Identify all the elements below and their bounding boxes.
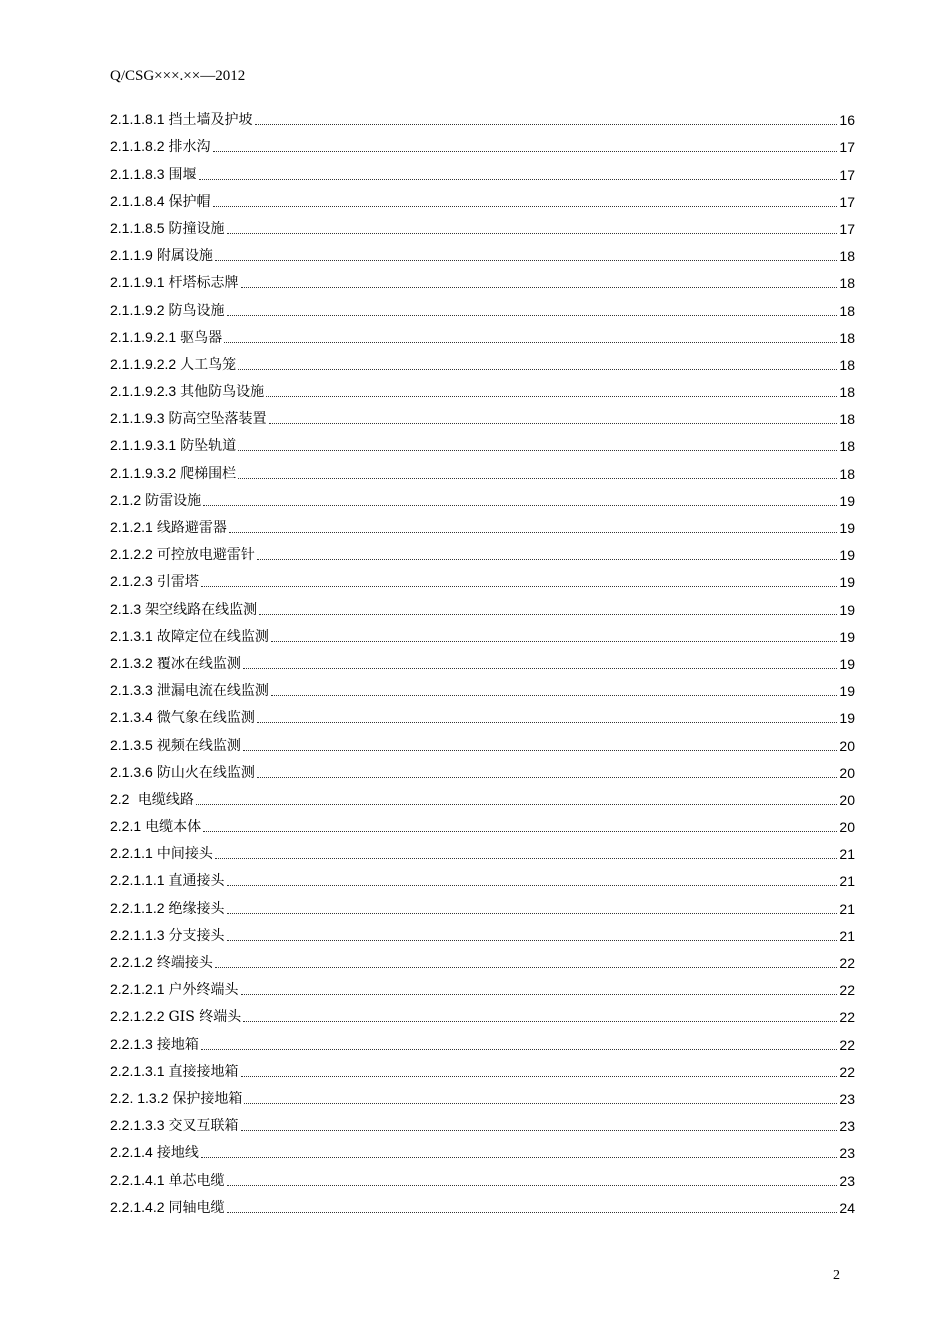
toc-entry-number: 2.1.1.9.3.2 <box>110 464 177 481</box>
toc-entry-page: 19 <box>839 710 855 727</box>
toc-dot-leader <box>201 1157 838 1158</box>
toc-entry-number: 2.2.1.4.1 <box>110 1171 165 1188</box>
toc-dot-leader <box>255 124 838 125</box>
toc-entry-title: 引雷塔 <box>156 574 199 591</box>
toc-entry[interactable] <box>110 755 855 782</box>
toc-entry-page: 23 <box>839 1145 855 1162</box>
toc-dot-leader <box>271 641 838 642</box>
toc-entry-number: 2.1.2.1 <box>110 519 153 535</box>
toc-dot-leader <box>257 722 838 723</box>
toc-entry-page: 23 <box>839 1090 855 1107</box>
toc-dot-leader <box>199 179 838 180</box>
toc-entry[interactable] <box>110 428 855 455</box>
toc-entry-label <box>110 219 225 238</box>
toc-entry[interactable] <box>110 292 855 319</box>
toc-entry[interactable] <box>110 1026 855 1053</box>
toc-entry[interactable] <box>110 211 855 238</box>
toc-entry[interactable] <box>110 156 855 183</box>
toc-entry-page: 18 <box>839 465 855 482</box>
toc-dot-leader <box>257 777 838 778</box>
toc-entry-number: 2.1.1.9.3.1 <box>110 437 177 454</box>
toc-entry[interactable] <box>110 184 855 211</box>
toc-entry[interactable] <box>110 619 855 646</box>
toc-entry-title: 电缆线路 <box>133 791 194 808</box>
toc-dot-leader <box>241 287 838 288</box>
toc-entry-page: 16 <box>839 112 855 129</box>
toc-entry-page: 20 <box>839 737 855 754</box>
toc-entry-page: 18 <box>839 275 855 292</box>
toc-entry[interactable] <box>110 401 855 428</box>
toc-entry-title: 微气象在线监测 <box>156 710 255 727</box>
toc-entry-page: 21 <box>839 900 855 917</box>
toc-entry-title: 防撞设施 <box>168 220 225 237</box>
toc-entry[interactable] <box>110 999 855 1026</box>
toc-entry-label <box>110 926 225 945</box>
toc-entry-title: 防坠轨道 <box>180 438 237 455</box>
toc-dot-leader <box>229 532 838 533</box>
toc-dot-leader <box>227 885 838 886</box>
toc-entry[interactable] <box>110 347 855 374</box>
toc-dot-leader <box>224 342 837 343</box>
toc-dot-leader <box>271 695 838 696</box>
toc-dot-leader <box>243 668 838 669</box>
toc-entry-number: 2.2.1.3.3 <box>110 1117 165 1134</box>
toc-entry-page: 18 <box>839 356 855 373</box>
toc-dot-leader <box>266 396 837 397</box>
toc-entry-label <box>110 382 264 401</box>
toc-entry-page: 22 <box>839 955 855 971</box>
toc-entry-number: 2.1.2 <box>110 491 142 508</box>
toc-dot-leader <box>196 804 838 805</box>
toc-entry-label <box>110 301 225 320</box>
toc-entry-page: 19 <box>839 601 855 618</box>
toc-entry[interactable] <box>110 510 855 537</box>
toc-entry-number: 2.2.1.3 <box>110 1035 153 1052</box>
toc-entry-page: 20 <box>839 819 855 836</box>
toc-entry[interactable] <box>110 890 855 917</box>
toc-dot-leader <box>201 1049 838 1050</box>
toc-entry-number: 2.1.2.2 <box>110 546 153 563</box>
toc-entry-label <box>110 1171 225 1190</box>
toc-entry-page: 20 <box>839 764 855 781</box>
toc-entry-page: 19 <box>839 574 855 591</box>
toc-entry[interactable] <box>110 1135 855 1162</box>
toc-entry-number: 2.2.1.2.1 <box>110 981 165 998</box>
toc-entry-page: 21 <box>839 873 855 890</box>
toc-entry-title: 接地线 <box>156 1145 199 1162</box>
toc-entry-page: 24 <box>839 1199 855 1216</box>
toc-entry-label <box>110 436 236 455</box>
toc-entry[interactable] <box>110 537 855 564</box>
toc-entry-label <box>110 736 241 755</box>
toc-entry-number: 2.2.1.4 <box>110 1144 153 1161</box>
toc-entry-title: 故障定位在线监测 <box>156 628 269 645</box>
toc-entry-title: GIS 终端头 <box>168 1009 242 1026</box>
toc-dot-leader <box>227 913 838 914</box>
toc-dot-leader <box>238 369 837 370</box>
toc-entry-page: 22 <box>839 982 855 999</box>
toc-dot-leader <box>203 505 837 506</box>
toc-entry[interactable] <box>110 809 855 836</box>
toc-entry-label <box>110 980 239 999</box>
toc-entry-number: 2.1.1.9.1 <box>110 274 165 291</box>
toc-entry-title: 防鸟设施 <box>168 302 225 319</box>
toc-dot-leader <box>201 586 838 587</box>
toc-entry-number: 2.2.1 <box>110 818 142 835</box>
toc-entry-number: 2.2.1.1.3 <box>110 926 165 943</box>
toc-entry[interactable] <box>110 129 855 156</box>
toc-entry[interactable] <box>110 564 855 591</box>
toc-entry-label <box>110 137 211 156</box>
toc-entry-number: 2.1.1.9.2.2 <box>110 355 177 372</box>
toc-entry-number: 2.2 <box>110 790 130 807</box>
toc-dot-leader <box>241 1076 838 1077</box>
page-header-code: Q/CSG×××.××—2012 <box>110 68 246 84</box>
toc-entry-number: 2.2. 1.3.2 <box>110 1089 169 1106</box>
toc-entry-page: 19 <box>839 683 855 700</box>
toc-entry-title: 爬梯围栏 <box>180 465 237 482</box>
toc-entry-number: 2.1.1.9.3 <box>110 410 165 427</box>
toc-entry-number: 2.1.1.9.2.1 <box>110 328 177 345</box>
toc-entry-title: 围堰 <box>168 166 197 183</box>
toc-entry[interactable] <box>110 238 855 265</box>
toc-entry-label <box>110 817 201 836</box>
toc-entry[interactable] <box>110 646 855 673</box>
toc-entry-page: 17 <box>839 193 855 210</box>
toc-entry-title: 人工鸟笼 <box>180 356 237 373</box>
toc-entry-page: 19 <box>839 628 855 645</box>
toc-entry[interactable] <box>110 265 855 292</box>
toc-entry-page: 22 <box>839 1036 855 1053</box>
toc-entry-number: 2.1.1.8.4 <box>110 192 165 209</box>
toc-entry-label <box>110 871 225 890</box>
toc-entry-title: 终端接头 <box>156 955 213 971</box>
toc-entry[interactable] <box>110 1190 855 1217</box>
toc-entry-page: 22 <box>839 1063 855 1080</box>
toc-entry-page: 17 <box>839 139 855 156</box>
toc-entry-label <box>110 1116 239 1135</box>
toc-entry-label <box>110 165 197 184</box>
toc-entry-title: 电缆本体 <box>145 819 202 836</box>
toc-entry[interactable] <box>110 1081 855 1108</box>
toc-entry-page: 17 <box>839 166 855 183</box>
toc-entry-title: 保护接地箱 <box>172 1090 243 1107</box>
toc-entry-title: 覆冰在线监测 <box>156 655 241 672</box>
toc-entry-label <box>110 273 239 292</box>
toc-entry[interactable] <box>110 320 855 347</box>
toc-entry-label <box>110 790 194 809</box>
toc-entry-number: 2.1.3.6 <box>110 763 153 780</box>
table-of-contents <box>110 102 855 1217</box>
toc-entry-number: 2.1.1.9.2 <box>110 301 165 318</box>
toc-entry-number: 2.2.1.1 <box>110 845 153 862</box>
toc-entry-label <box>110 1089 242 1108</box>
toc-entry-label <box>110 328 222 347</box>
toc-entry-label <box>110 1143 199 1162</box>
toc-entry-title: 驱鸟器 <box>180 329 223 346</box>
toc-entry-label <box>110 192 211 211</box>
toc-dot-leader <box>215 858 838 859</box>
toc-entry-label <box>110 1198 225 1217</box>
toc-entry-number: 2.2.1.4.2 <box>110 1198 165 1215</box>
toc-entry[interactable] <box>110 102 855 129</box>
toc-entry-page: 19 <box>839 547 855 564</box>
toc-dot-leader <box>243 750 838 751</box>
toc-entry-number: 2.1.1.8.3 <box>110 165 165 182</box>
toc-dot-leader <box>227 1185 838 1186</box>
toc-entry-number: 2.1.1.9.2.3 <box>110 383 177 400</box>
toc-dot-leader <box>227 940 838 941</box>
toc-entry[interactable] <box>110 782 855 809</box>
toc-entry-number: 2.2.1.1.1 <box>110 872 165 889</box>
toc-dot-leader <box>213 151 838 152</box>
toc-entry-title: 可控放电避雷针 <box>156 547 255 564</box>
toc-entry-number: 2.1.3 <box>110 600 142 617</box>
toc-entry-page: 21 <box>839 927 855 944</box>
toc-entry-label <box>110 844 213 863</box>
toc-entry[interactable] <box>110 374 855 401</box>
toc-entry[interactable] <box>110 483 855 510</box>
toc-entry-label <box>110 763 255 782</box>
toc-entry-label <box>110 600 257 619</box>
toc-entry-title: 泄漏电流在线监测 <box>156 683 269 700</box>
toc-entry[interactable] <box>110 591 855 618</box>
toc-entry-number: 2.1.3.5 <box>110 736 153 753</box>
toc-entry[interactable] <box>110 455 855 482</box>
toc-entry-number: 2.1.3.3 <box>110 682 153 699</box>
toc-entry-number: 2.2.1.3.1 <box>110 1062 165 1079</box>
page-number: 2 <box>833 1268 840 1283</box>
toc-entry-page: 18 <box>839 329 855 346</box>
toc-entry-title: 防高空坠落装置 <box>168 411 267 428</box>
toc-entry-title: 其他防鸟设施 <box>180 384 265 401</box>
toc-entry-label <box>110 572 199 591</box>
toc-entry-label <box>110 464 236 483</box>
toc-entry-page: 17 <box>839 220 855 237</box>
toc-entry[interactable] <box>110 1108 855 1135</box>
toc-entry-number: 2.1.1.9 <box>110 247 153 264</box>
toc-entry-title: 架空线路在线监测 <box>145 601 258 618</box>
toc-entry-page: 18 <box>839 411 855 428</box>
toc-entry-label <box>110 246 213 265</box>
toc-entry-number: 2.2.1.1.2 <box>110 899 165 916</box>
toc-entry-title: 中间接头 <box>156 846 213 863</box>
toc-entry[interactable] <box>110 673 855 700</box>
toc-entry-page: 18 <box>839 248 855 265</box>
toc-entry-page: 20 <box>839 791 855 808</box>
toc-entry-number: 2.1.3.4 <box>110 709 153 726</box>
toc-entry-number: 2.1.3.2 <box>110 654 153 671</box>
toc-entry-label <box>110 708 255 727</box>
toc-entry-title: 挡土墙及护坡 <box>168 112 253 129</box>
toc-entry-page: 18 <box>839 438 855 455</box>
toc-entry-title: 直通接头 <box>168 873 225 890</box>
toc-entry[interactable] <box>110 727 855 754</box>
toc-entry-title: 同轴电缆 <box>168 1199 225 1216</box>
toc-entry[interactable] <box>110 945 855 972</box>
toc-entry-label <box>110 545 255 564</box>
toc-entry-page: 23 <box>839 1118 855 1135</box>
toc-entry-page: 23 <box>839 1172 855 1189</box>
toc-entry[interactable] <box>110 1054 855 1081</box>
toc-entry-number: 2.1.1.8.2 <box>110 138 165 155</box>
toc-entry-title: 附属设施 <box>156 248 213 265</box>
toc-entry-label <box>110 355 236 374</box>
toc-entry-label <box>110 953 213 972</box>
toc-entry-number: 2.1.1.8.1 <box>110 111 165 128</box>
toc-entry-number: 2.1.3.1 <box>110 627 153 644</box>
toc-dot-leader <box>227 1212 838 1213</box>
toc-dot-leader <box>243 1021 837 1022</box>
toc-dot-leader <box>259 614 837 615</box>
toc-dot-leader <box>213 206 838 207</box>
toc-entry-title: 户外终端头 <box>168 982 239 999</box>
toc-entry-page: 22 <box>839 1009 855 1026</box>
toc-dot-leader <box>241 1130 838 1131</box>
toc-entry-number: 2.2.1.2.2 <box>110 1008 165 1025</box>
toc-entry-page: 18 <box>839 302 855 319</box>
toc-entry-title: 保护帽 <box>168 193 211 210</box>
toc-dot-leader <box>244 1103 837 1104</box>
toc-dot-leader <box>215 260 838 261</box>
toc-entry-number: 2.2.1.2 <box>110 954 153 970</box>
toc-dot-leader <box>241 994 838 995</box>
toc-entry-title: 单芯电缆 <box>168 1172 225 1189</box>
toc-dot-leader <box>227 315 838 316</box>
toc-entry-page: 18 <box>839 384 855 401</box>
toc-entry-title: 杆塔标志牌 <box>168 275 239 292</box>
toc-entry-label <box>110 627 269 646</box>
toc-dot-leader <box>257 559 838 560</box>
toc-entry-page: 19 <box>839 655 855 672</box>
toc-entry-label <box>110 1062 239 1081</box>
toc-entry-label <box>110 654 241 673</box>
toc-entry-title: 排水沟 <box>168 139 211 156</box>
toc-entry-label <box>110 899 225 918</box>
toc-dot-leader <box>269 423 838 424</box>
toc-dot-leader <box>238 450 837 451</box>
toc-entry-label <box>110 518 227 537</box>
toc-entry-title: 防山火在线监测 <box>156 764 255 781</box>
toc-entry-page: 19 <box>839 520 855 536</box>
toc-entry-title: 防雷设施 <box>145 492 202 509</box>
toc-dot-leader <box>215 967 838 968</box>
toc-dot-leader <box>238 478 837 479</box>
toc-entry[interactable] <box>110 700 855 727</box>
toc-entry[interactable] <box>110 1162 855 1189</box>
toc-entry[interactable] <box>110 972 855 999</box>
toc-entry-title: 绝缘接头 <box>168 900 225 917</box>
toc-entry-title: 接地箱 <box>156 1036 199 1053</box>
toc-dot-leader <box>227 233 838 234</box>
toc-entry-title: 视频在线监测 <box>156 737 241 754</box>
toc-entry-label <box>110 409 267 428</box>
toc-entry-label <box>110 110 253 129</box>
toc-entry-title: 直接接地箱 <box>168 1063 239 1080</box>
toc-entry-title: 交叉互联箱 <box>168 1118 239 1135</box>
toc-dot-leader <box>203 831 837 832</box>
toc-entry-number: 2.1.1.8.5 <box>110 219 165 236</box>
toc-entry-page: 19 <box>839 492 855 509</box>
toc-entry-label <box>110 1007 241 1026</box>
toc-entry-title: 分支接头 <box>168 927 225 944</box>
toc-entry-number: 2.1.2.3 <box>110 573 153 590</box>
toc-entry-label <box>110 491 201 510</box>
toc-entry-label <box>110 1035 199 1054</box>
toc-entry-page: 21 <box>839 846 855 863</box>
toc-entry[interactable] <box>110 863 855 890</box>
toc-entry[interactable] <box>110 836 855 863</box>
toc-entry[interactable] <box>110 918 855 945</box>
toc-entry-label <box>110 681 269 700</box>
toc-entry-title: 线路避雷器 <box>156 520 227 536</box>
